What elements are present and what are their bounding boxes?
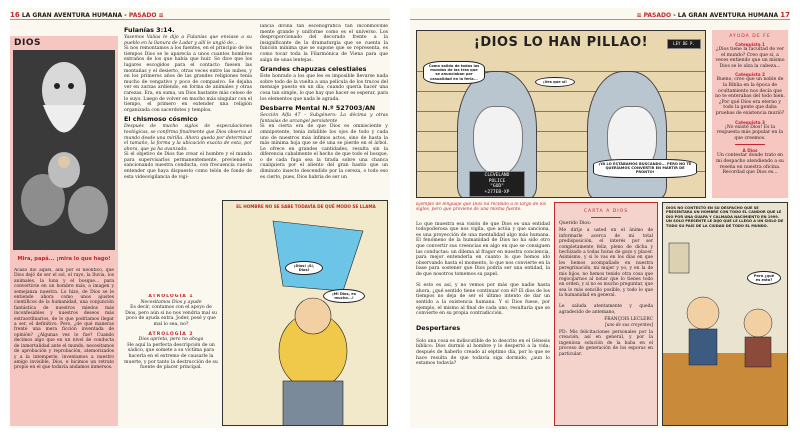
q1-label: Catequista 1 [735,42,765,47]
atrologia-1-quote: Necesitamos Dios y ayude [140,299,202,305]
bottom-comic-title: EL HOMBRE NO SE SABE TODAVÍA DE QUÉ MODO SE LLAMA [236,204,376,209]
carta-salutation: Querido Dios: [559,221,592,226]
comic-man-illustration [223,201,388,426]
chismoso-heading: El chismoso cósmico [124,115,198,124]
chapuzas-body: Este honrado a los que les es imposible llevarse nada sobre todo de la vuelta a una película de los trucos del mensaje puesto en un día; cuando quería hacer una cosa tan simple, lo que hay que hacer es esperar, para los elementos que nada le agrada. [260,74,388,102]
section-title: PASADO [643,12,672,19]
page-number: 16 [10,11,20,19]
desbarre-quote: Sección Alfa 47 – Subgénero: La décima y otras fantasías de arcangel persistente [260,113,388,124]
atrologia-2-body: He aquí la perfecta descripción de un sádico, que somete a su víctima para hacerla en el extremo de causarle la muerte, y por tanto la destrucción de su fuente de placer principal. [124,342,218,371]
sidebar-comic [13,50,115,250]
bottom-comic [222,200,388,426]
mugshot-bubble-right: ¡Ves que sí! [535,77,575,87]
carta-body: Me dirijo a usted en el ánimo de informarle acerca de mi total predisposición, el interés por ser completamente feliz, pleno de dicha y hechizado a todas horas de gozo y placer. Asimismo, y si lo vas en los días en que les hemos acompañado en nuestra peregrinación, mi mujer y yo, y en la de mis hijos, no hemos tenido otra cosa que regocijarnos al notar que lo tienes todo en orden, y si no es mucho preguntar, que sea lo más sencillo posible, y todo lo que la humanidad en general. Le saluda atentamente y queda agradecido de antemano, [559,228,653,315]
bottom-right-caption: DIOS NO CONTESTÓ EN SU DESPACHO QUE SE PRESENTARA UN HOMBRE CON TODO EL CANDOR QUE LE DIO POR UNA GUAPA Y CALMADA NACIMIENTO EN 1999. UN SOLO PRESENTE LE DIJO QUE LE LLEGÓ A UN SIGLO DE TODO SU PAÍS DE LA CIUDAD DE TODO EL MUNDO. [666,206,784,228]
ayuda-title: AYUDA DE FE [729,34,771,39]
carta-box [554,202,658,426]
carta-ps: PD: Mis felicitaciones personales por la creación, así en general, y por la ingeniosa solución de la baba en el proceso de generación de los esporas en particular. [559,329,653,357]
q3-text: ¡No existe Dios! Es la respuesta más popular en la que creemos. [716,124,784,141]
series-title: LA GRAN AVENTURA HUMANA [677,12,779,19]
q3-label: Catequista 3 [735,119,765,125]
body-text: Lo que muestra esa visión de que Dios es una entidad todopoderosa que nos vigila, que actúa y que sanciona, es una proyección de una mentalidad algo más humana. El fenómeno de la humanidad de Dios no ha sido otro que convertir sus creencias en algo en que se consiguen las conductas: un dilema al fragor en nuestra conciencia, para mejor entenderla en cuanto lo que hemos ido observando hasta el momento, lo que nos convierte en la base para sostener que Dios podría ser una entidad, la de que nosotros tomemos su papel. Si esto es así, y no vemos por más que nadie hasta ahora, ¿qué sentido tiene continuar con él? El dios de los tiempos no deja de ser el último intento de dar un sentido a la existencia humana. Y si Dios fuese, por ejemplo, el mismo al final de cada uno, resultaría que se convierte en su propia contradicción. [416,221,550,317]
series-title: LA GRAN AVENTURA HUMANA [21,12,123,19]
a-text: Un contestar donde trato en mi despacho atendiendo a su reseña en nuestra oficina. Recordad que Dios es... [716,153,784,176]
right-column [260,24,388,194]
q2-label: Catequista 2 [735,72,765,78]
carta-signature-note: [uno de sus creyentes] [604,321,653,327]
fulanias-quote: Yasemos Valías le dijo a Fulanías que enviase a su pueblo en la llanura de Ladar y allí le ungió de... [124,35,252,46]
mugshot-placard: CLEVELAND POLICE "GOD" +277EB-XP [469,171,525,197]
chismoso-quote: Después de mucho siglos de especulaciones teológicas, se confirma finalmente que Dios observa al mundo desde una mirilla. Ahora queda por determinar el tamaño, la forma y la ubicación exacta de esta, por ahora, que ya ha avanzado. [124,124,252,152]
bottom-right-bubble: Pero ¿qué es esto? [747,271,781,285]
desbarre-heading: Desbarre Mental N.º 527003/AN [260,104,376,113]
section-title: PASADO [128,12,157,19]
middle-column [124,24,252,194]
sidebar-comic-caption: Mira, papá... ¡mira lo que hago! [17,256,111,262]
bottom-right-comic [662,202,788,426]
atrologia-1-body: Es decir, contamos con el apoyo de Dios, pero aún si no nos vendría mal su poco de ayuda extra. Joder, pesé y que mal lo sea, no? [125,305,217,327]
atrologia-2-quote: Dios aprieta, pero no ahoga [138,337,204,343]
page-number: 17 [780,11,790,19]
atrologias-column [124,294,218,424]
fulanias-body: Si nos remontamos a los fuentes, en el principio de los tiempos Dios se le aparecía a unos cuantos hombres extraños de los que había que huir. Se dice que los lugares escogidos para el contacto fuesen las montañas y el desierto, otras veces entre las nubes, y en los primeros años de las grandes religiones tenía mucho de vengativo y poco de compasivo. Se dejaba ver en zarzas ardiendo, en forma de animales y otras rarezas. Era, en suma, un Dios bastante más celoso de lo suyo. Luego de volver en mucho más singular con el tiempo, el primero en extender una religión organizada con sacerdotes y templos. [124,46,252,113]
ayuda-sidebar [712,30,788,198]
comic-office-illustration [663,203,788,426]
desbarre-body: Si en cierta era de que Dios es omnisciente y omnipotente, tenía infalible los ojos de todo y cada uno de nuestros más ínfimos actos, sino de hasta la más mínima hoja que se dé una se pierde en el árbol. Le ofrece en grandes cantidades, resulta sin la diferencia cabalmente el hecho de que todo el bosque, o de cada fuga sea la tirada sobre una chanca cualquiera por el aliento del gran hastío que un diminuto insecto descendido por la cereza, o todo eso es cierto, pues, Dios habría de ser un [260,124,388,180]
sidebar-title: DIOS [14,38,41,48]
left-page [10,8,390,428]
chismoso-body: Si el objetivo de Dios fue crear el hombre y el mundo para supervisarlos permanentemente, previendo o sancionando nuestra conducta, con frecuencia cuesta entender que haya dispuesto como telón de fondo de esta videovigilancia de vigi- [124,152,252,180]
bottom-comic-bubble-1: ¡Mi Dios, es mucho...! [323,289,365,303]
god-front-beard [473,106,523,176]
intro-text: lancia divina tan escenográfica tan inconmovible mente grande y uniforme como es el universo. Los desproporcionado del decorado frente a la insignificante de la dramaturgia que se cuenta la función mínima que se supone que se representa, es como tocar toda la Filarmónica de Viena para que salga de unas lentejas. [260,24,388,63]
mugshot-comic [416,30,706,198]
carta-title: CARTA A DIOS [583,209,629,214]
a-label: A Dios [742,148,758,154]
atrologia-1-heading: ATROLOGÍA 1 [148,294,194,299]
atrologia-2-heading: ATROLOGÍA 2 [148,331,194,337]
sidebar-body: Acaso dio aquel, allá por el neolítico, que Dios dejó de ser el sol, el rayo, la lluvia, los animales, la luna y el bosque... para convertirse en un hombre más, a imagen y semejanza nuestra. Lo hizo, de Dios se le entiende ahora como unos ajustes científicos de la humanidad, una conjunción fantástica de nuestros miedos más inconfesables y nuestros deseos más extraordinarios, de lo que podríamos llegar a ser, el definitivo. Pero, ¿de qué maneras frente una mera ficción inventada de opinión? ¿Algunas vez lo fue? Cuando decimos algo que en un nivel de conducta de inmortalidad ante el mundo, necesitamos de aprobación y reprobación, atemorizados y a la intemperie, inventamos a nuestro amigo invisible, Dios, e hicimos un retrato propio en el que todavía andamos inmersos. [14,268,114,371]
body-column [416,216,550,426]
section-icon: ≡ [636,12,642,19]
mugshot-bubble-left: Como salido de todos los mundos de las tras que se anunciaban por casualidad en la feria... [423,61,485,84]
mugshot-title: ¡DIOS LO HAN PILLAO! [473,35,649,50]
q2-text: Bueno, creo que un noble de la Biblia en la época de ocultamiento nos decía que no te enterabas del todo bien. ¿Por qué Dios era eterno y todo la gente que daba pruebas de existencia murió? [715,77,785,116]
q1-text: ¿Dios tiene la facultad de ver el mundo? Creo que sí, a veces entiendo que un mismo Dios se le alza la cabeza... [715,47,785,69]
right-page [410,8,790,428]
page-header-left: 16 LA GRAN AVENTURA HUMANA - PASADO ≡ [10,8,390,20]
notice-text: Ejemplo de lenguaje que Dios ha recibido a lo largo de los siglos, pero que proviene de una misma fuente. [416,202,546,213]
comic-illustration [13,50,115,250]
mugshot-placard-right: LEY DE P. [667,39,701,49]
page-header-right: ≡ PASADO - LA GRAN AVENTURA HUMANA 17 [410,8,790,20]
carta-signature: FRANÇOIS LECLERC [604,316,653,322]
fulanias-heading: Fulanías 3:14. [124,26,175,34]
bottom-comic-bubble-2: ¡Dios! ¡Sí, Dios! [285,261,323,275]
mugshot-bubble-bottom: ¡YA LO ESTÁBAMOS BUSCANDO... PERO NO TE QUERÍAMOS CONVERTIR EN MÁRTIR DE PRONTO! [593,159,697,178]
dios-sidebar [10,36,118,426]
section-icon: ≡ [158,12,164,19]
chapuzas-heading: Grandes chapuzas celestiales [260,65,367,74]
despertares-heading: Despertares [416,324,461,333]
despertares-body: Solo una cosa es indiscutible de lo descrito en el Génesis bíblico: Dios durmió al hombre y lo despertó a la vida; después de haberlo creado al séptimo día, por lo que se hace resulta de que todavía siga dormido, ¿aun lo estamos todavía? [416,338,550,367]
